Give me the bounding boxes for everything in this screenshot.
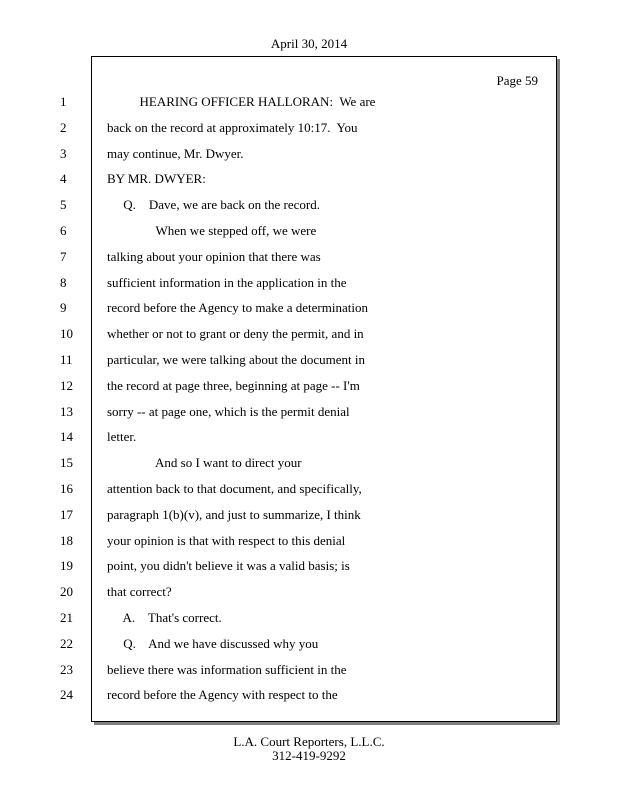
line-number: 10 — [60, 326, 73, 341]
transcript-line: point, you didn't believe it was a valid basis; is — [107, 558, 350, 573]
transcript-line: particular, we were talking about the document in — [107, 352, 365, 367]
transcript-line: BY MR. DWYER: — [107, 171, 206, 186]
line-number: 6 — [60, 223, 67, 238]
transcript-line: record before the Agency to make a determination — [107, 300, 368, 315]
transcript-line: HEARING OFFICER HALLORAN: We are — [107, 94, 376, 109]
transcript-line: sufficient information in the application in the — [107, 275, 347, 290]
line-number: 16 — [60, 481, 73, 496]
footer-phone: 312-419-9292 — [272, 748, 346, 763]
transcript-line: When we stepped off, we were — [107, 223, 317, 238]
line-number: 12 — [60, 378, 73, 393]
transcript-line: back on the record at approximately 10:17. You — [107, 120, 358, 135]
transcript-line: paragraph 1(b)(v), and just to summarize, I think — [107, 507, 361, 522]
line-number: 23 — [60, 662, 73, 677]
transcript-line: whether or not to grant or deny the permit, and in — [107, 326, 364, 341]
transcript-line: the record at page three, beginning at page -- I'm — [107, 378, 360, 393]
line-number: 8 — [60, 275, 67, 290]
line-number: 20 — [60, 584, 73, 599]
transcript-line: that correct? — [107, 584, 172, 599]
transcript-line: sorry -- at page one, which is the permit denial — [107, 404, 350, 419]
footer-company: L.A. Court Reporters, L.L.C. — [233, 734, 385, 749]
line-number: 4 — [60, 171, 67, 186]
transcript-line: letter. — [107, 429, 137, 444]
transcript-line: talking about your opinion that there was — [107, 249, 321, 264]
page-header-date: April 30, 2014 — [270, 36, 348, 51]
line-number: 2 — [60, 120, 67, 135]
line-number: 21 — [60, 610, 73, 625]
line-number: 24 — [60, 687, 73, 702]
transcript-line: your opinion is that with respect to this denial — [107, 533, 346, 548]
transcript-line: believe there was information sufficient in the — [107, 662, 347, 677]
page-number: Page 59 — [496, 73, 538, 88]
line-number: 22 — [60, 636, 73, 651]
transcript-line: Q. Dave, we are back on the record. — [107, 197, 320, 212]
transcript-line: A. That's correct. — [107, 610, 222, 625]
line-number: 9 — [60, 300, 67, 315]
line-number: 17 — [60, 507, 73, 522]
line-number: 19 — [60, 558, 73, 573]
line-number: 5 — [60, 197, 67, 212]
line-number: 1 — [60, 94, 67, 109]
line-number: 3 — [60, 146, 67, 161]
line-number: 15 — [60, 455, 73, 470]
transcript-line: may continue, Mr. Dwyer. — [107, 146, 244, 161]
line-number: 18 — [60, 533, 73, 548]
transcript-line: record before the Agency with respect to the — [107, 687, 338, 702]
transcript-line: And so I want to direct your — [107, 455, 302, 470]
line-number: 7 — [60, 249, 67, 264]
transcript-line: Q. And we have discussed why you — [107, 636, 319, 651]
transcript-line: attention back to that document, and specifically, — [107, 481, 362, 496]
line-number: 11 — [60, 352, 73, 367]
line-number: 14 — [60, 429, 73, 444]
line-number: 13 — [60, 404, 73, 419]
